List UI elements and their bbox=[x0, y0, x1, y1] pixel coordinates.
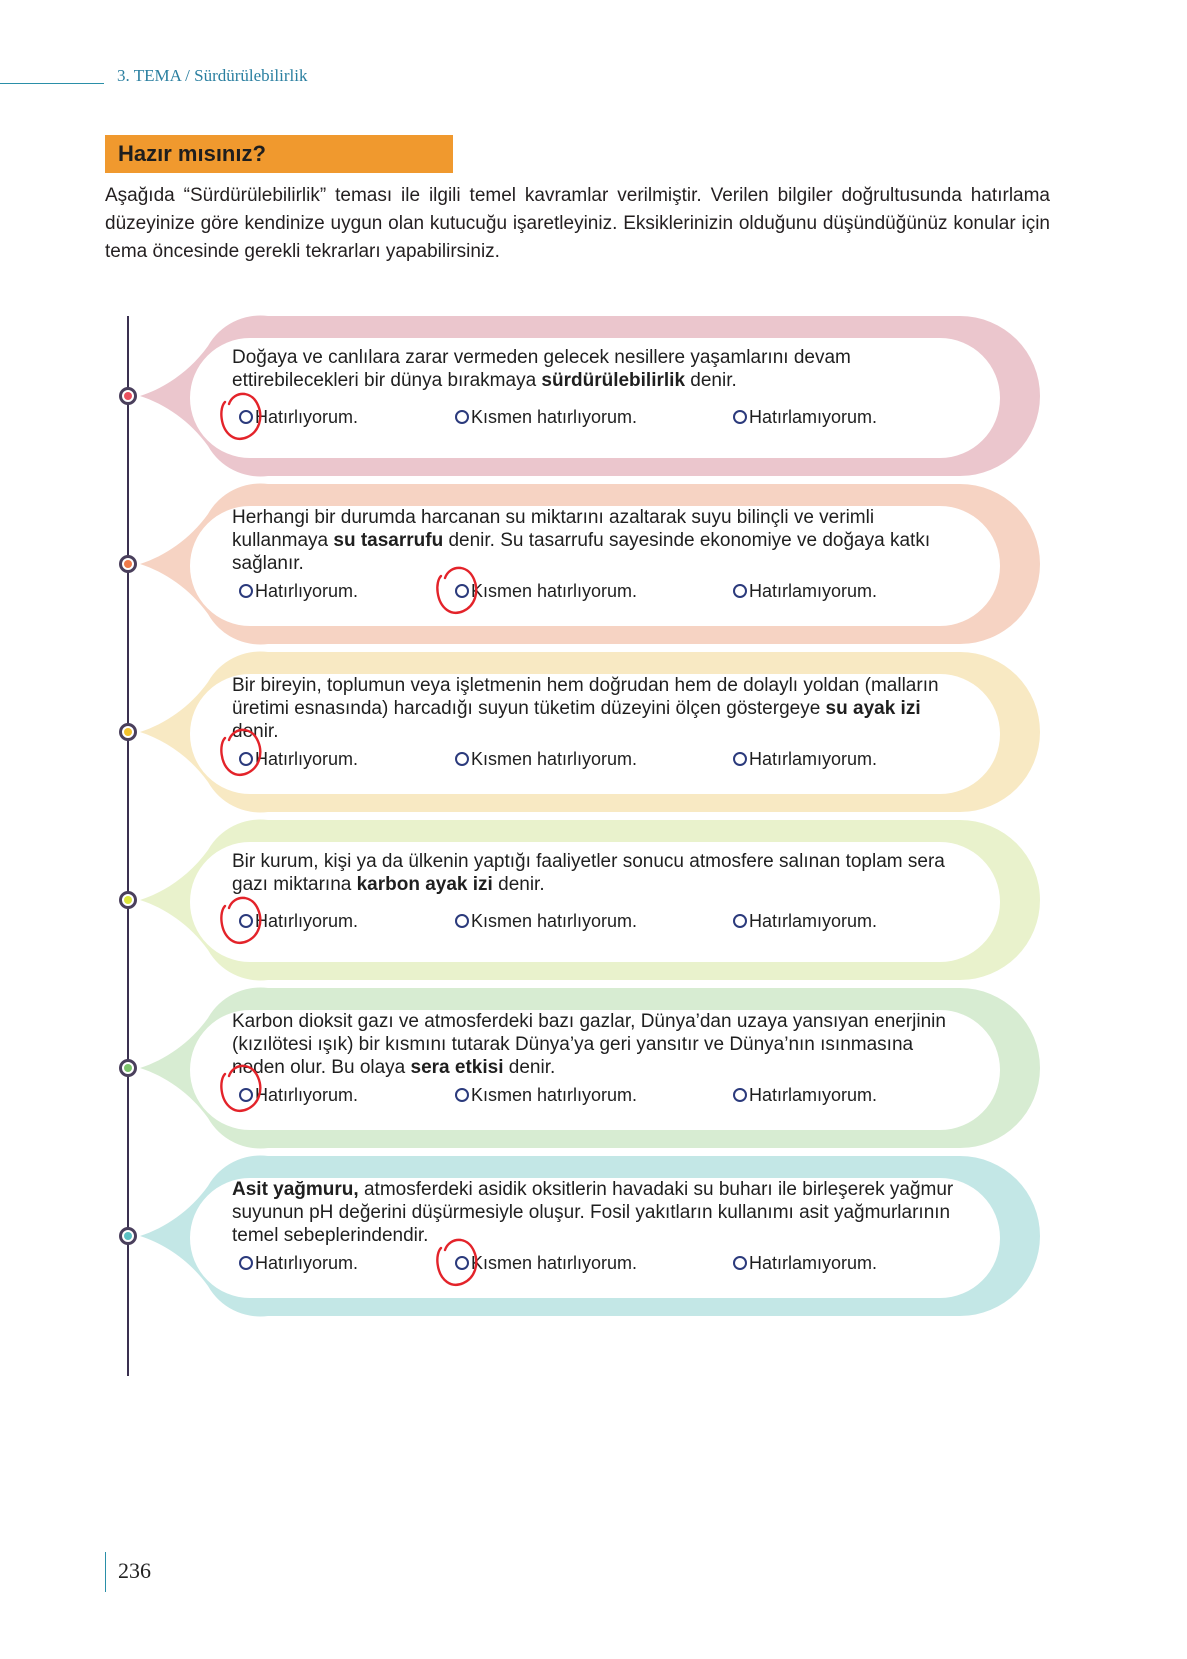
radio-circle-icon[interactable] bbox=[733, 1256, 747, 1270]
recall-options bbox=[239, 1084, 999, 1108]
option-label: Hatırlamıyorum. bbox=[749, 407, 878, 427]
recall-option[interactable] bbox=[733, 910, 877, 932]
timeline-line bbox=[127, 316, 129, 1376]
concept-text bbox=[232, 346, 962, 392]
intro-paragraph: Aşağıda “Sürdürülebilirlik” teması ile ilgili temel kavramlar verilmiştir. Verilen bilgiler doğrultusunda hatırlama düzeyinize göre kendinize uygun olan kutucuğu işaretleyiniz. Eksiklerinizin olduğunu düşündüğünüz konular için tema öncesinde gerekli tekrarları yapabilirsiniz. bbox=[105, 185, 1050, 262]
option-label: Hatırlıyorum. bbox=[255, 407, 359, 427]
recall-options bbox=[239, 406, 999, 430]
radio-circle-icon[interactable] bbox=[733, 752, 747, 766]
recall-options bbox=[239, 1252, 999, 1276]
option-label: Hatırlamıyorum. bbox=[749, 1085, 878, 1105]
concept-text bbox=[232, 506, 962, 575]
concept-card bbox=[140, 820, 1040, 980]
option-label: Hatırlamıyorum. bbox=[749, 1253, 878, 1273]
option-label: Hatırlıyorum. bbox=[255, 749, 359, 769]
timeline-dot bbox=[119, 1227, 137, 1245]
recall-option[interactable] bbox=[733, 1084, 877, 1106]
radio-circle-icon[interactable] bbox=[455, 410, 469, 424]
option-label: Kısmen hatırlıyorum. bbox=[471, 407, 638, 427]
text-segment: Doğaya ve canlılara zarar vermeden gelecek nesillere yaşamlarını devam ettirebilecekleri bir dünya bırakmaya bbox=[232, 347, 851, 391]
text-segment: Herhangi bir durumda harcanan su miktarını azaltarak suyu bilinçli ve verimli kullanmaya bbox=[232, 507, 875, 551]
timeline-dot bbox=[119, 723, 137, 741]
card-speech-bubble bbox=[140, 820, 1040, 980]
section-banner: Hazır mısınız? bbox=[105, 135, 453, 173]
text-segment: denir. bbox=[492, 874, 545, 895]
option-label: Hatırlıyorum. bbox=[255, 1085, 359, 1105]
option-label: Hatırlıyorum. bbox=[255, 911, 359, 931]
text-segment: atmosferdeki asidik oksitlerin havadaki su buharı ile birleşerek yağmur suyunun pH değerini düşürmesiyle oluşur. Fosil yakıtların kullanımı asit yağmurlarının temel sebeplerindendir. bbox=[232, 1179, 954, 1246]
timeline-dot bbox=[119, 555, 137, 573]
handwritten-mark bbox=[217, 388, 269, 444]
radio-circle-icon[interactable] bbox=[733, 584, 747, 598]
page-number-rule bbox=[105, 1552, 106, 1592]
key-term: sera etkisi bbox=[410, 1057, 504, 1078]
concept-text bbox=[232, 850, 962, 896]
card-speech-bubble bbox=[140, 316, 1040, 476]
radio-circle-icon[interactable] bbox=[239, 1256, 253, 1270]
recall-option[interactable] bbox=[239, 1252, 358, 1274]
text-segment: denir. bbox=[232, 721, 279, 742]
concept-card bbox=[140, 988, 1040, 1148]
header-rule bbox=[0, 83, 104, 84]
radio-circle-icon[interactable] bbox=[733, 410, 747, 424]
concept-card bbox=[140, 1156, 1040, 1316]
option-label: Hatırlıyorum. bbox=[255, 581, 359, 601]
recall-option[interactable] bbox=[733, 1252, 877, 1274]
option-label: Kısmen hatırlıyorum. bbox=[471, 1085, 638, 1105]
recall-options bbox=[239, 910, 999, 934]
recall-option[interactable] bbox=[733, 580, 877, 602]
concept-text bbox=[232, 1178, 962, 1247]
text-segment: denir. Su tasarrufu sayesinde ekonomiye ve doğaya katkı sağlanır. bbox=[232, 530, 931, 574]
recall-option[interactable] bbox=[239, 580, 358, 602]
concept-card bbox=[140, 484, 1040, 644]
concept-text bbox=[232, 1010, 962, 1079]
option-label: Kısmen hatırlıyorum. bbox=[471, 1253, 638, 1273]
option-label: Hatırlamıyorum. bbox=[749, 749, 878, 769]
radio-circle-icon[interactable] bbox=[455, 914, 469, 928]
recall-option[interactable] bbox=[455, 406, 637, 428]
option-label: Kısmen hatırlıyorum. bbox=[471, 581, 638, 601]
option-label: Kısmen hatırlıyorum. bbox=[471, 749, 638, 769]
handwritten-mark bbox=[217, 892, 269, 948]
option-label: Hatırlamıyorum. bbox=[749, 581, 878, 601]
recall-option[interactable] bbox=[455, 748, 637, 770]
radio-circle-icon[interactable] bbox=[733, 1088, 747, 1102]
key-term: su tasarrufu bbox=[333, 530, 444, 551]
key-term: su ayak izi bbox=[825, 698, 921, 719]
recall-options bbox=[239, 748, 999, 772]
key-term: karbon ayak izi bbox=[356, 874, 493, 895]
text-segment: Bir kurum, kişi ya da ülkenin yaptığı faaliyetler sonucu atmosfere salınan toplam sera gazı miktarına bbox=[232, 851, 945, 895]
handwritten-mark bbox=[217, 724, 269, 780]
handwritten-mark bbox=[433, 1234, 485, 1290]
concept-text bbox=[232, 674, 962, 743]
page-number: 236 bbox=[118, 1558, 151, 1583]
recall-option[interactable] bbox=[733, 748, 877, 770]
handwritten-mark bbox=[433, 562, 485, 618]
recall-option[interactable] bbox=[455, 910, 637, 932]
concept-card bbox=[140, 652, 1040, 812]
key-term: sürdürülebilirlik bbox=[541, 370, 686, 391]
recall-option[interactable] bbox=[733, 406, 877, 428]
option-label: Hatırlıyorum. bbox=[255, 1253, 359, 1273]
timeline-dot bbox=[119, 387, 137, 405]
timeline-dot bbox=[119, 1059, 137, 1077]
key-term: Asit yağmuru, bbox=[232, 1179, 359, 1200]
text-segment: denir. bbox=[503, 1057, 556, 1078]
radio-circle-icon[interactable] bbox=[455, 752, 469, 766]
recall-option[interactable] bbox=[455, 1084, 637, 1106]
concept-card bbox=[140, 316, 1040, 476]
radio-circle-icon[interactable] bbox=[455, 1088, 469, 1102]
text-segment: Karbon dioksit gazı ve atmosferdeki bazı gazlar, Dünya’dan uzaya yansıyan enerjinin (kızılötesi ışık) bir kısmını tutarak Dünya’ya geri yansıtır ve Dünya’nın ısınmasına neden olur. Bu olaya bbox=[232, 1011, 946, 1078]
radio-circle-icon[interactable] bbox=[733, 914, 747, 928]
radio-circle-icon[interactable] bbox=[239, 584, 253, 598]
option-label: Kısmen hatırlıyorum. bbox=[471, 911, 638, 931]
recall-options bbox=[239, 580, 999, 604]
text-segment: denir. bbox=[685, 370, 737, 391]
text-segment: Bir bireyin, toplumun veya işletmenin hem doğrudan hem de dolaylı yoldan (malların üretimi esnasında) harcadığı suyun tüketim düzeyini ölçen göstergeye bbox=[232, 675, 939, 719]
breadcrumb: 3. TEMA / Sürdürülebilirlik bbox=[117, 66, 308, 85]
option-label: Hatırlamıyorum. bbox=[749, 911, 878, 931]
timeline-dot bbox=[119, 891, 137, 909]
handwritten-mark bbox=[217, 1060, 269, 1116]
